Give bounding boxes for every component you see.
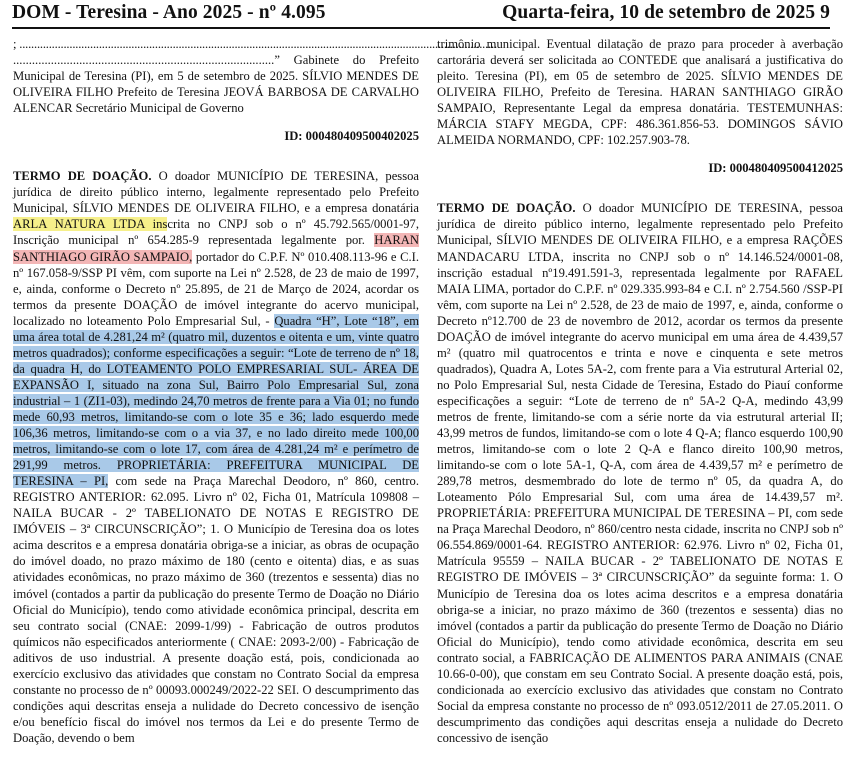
header-date-page: Quarta-feira, 10 de setembro de 2025 9 (502, 2, 830, 23)
document-id: ID: 000480409500402025 (284, 129, 419, 144)
document-id: ID: 000480409500412025 (708, 161, 843, 176)
termo-doacao-arla (13, 168, 419, 746)
page-header (12, 0, 830, 26)
header-publication: DOM - Teresina - Ano 2025 - nº 4.095 (12, 2, 326, 23)
highlight-lot-description: Quadra “H”, Lote “18”, em uma área total de 4.281,24 m² (quatro mil, duzentos e oitenta e um, vinte quatro metros quadrados); conforme especificações a seguir: “Lote de terreno de nº 18, da quadra H, do LOTEAMENTO POLO EMPRESARIAL SUL- ÁREA DE EXPANSÃO I, situado na zona Sul, Bairro Polo Empresarial Sul, zona industrial – 1 (ZI1-03), medindo 24,70 metros de frente para a Via 01; no fundo mede 60,93 metros, limitando-se com o lote 35 e 36; lado esquerdo mede 106,36 metros, limitando-se com o a via 37, e no lado direito mede 100,00 metros, limitando-se com o lote 17, com área de 4.281,24 m² e perímetro de 291,99 metros. PROPRIETÁRIA: PREFEITURA MUNICIPAL DE TERESINA – PI, (13, 313, 419, 489)
termo-text: O doador MUNICÍPIO DE TERESINA, pessoa jurídica de direito público interno, legalmente representado pelo Prefeito Municipal, SÍLVIO MENDES DE OLIVEIRA FILHO, e a empresa RAÇÕES MANDACARU LTDA, inscrita no CNPJ sob o nº 14.146.524/0001-08, inscrição estadual nº19.491.591-3, representada legalmente por RAFAEL MAIA LIMA, portador do C.P.F. nº 029.335.993-84 e C.I. nº 2.754.560 /SSP-PI vêm, com suporte na Lei nº 2.528, de 23 de maio de 1997, e, ainda, conforme o Decreto nº12.700 de 23 de novembro de 2012, acordar os termos da presente DOAÇÃO de imóvel integrante do acervo municipal em uma área de 4.439,57 m² (quatro mil quatrocentos e trinta e nove e cinquenta e sete metros quadrados), Quadra A, Lotes 5A-2, com frente para a Via estrutural Arterial 02, no Polo Empresarial Sul, nesta Cidade de Teresina, Estado do Piauí conforme especificações a seguir: “Lote de terreno de nº 5A-2 Q-A, medindo 43,99 metros de frente, limitando-se com a série norte da via estrutural arterial II; 43,99 metros de fundos, limitando-se com o lote 4 Q-A; flanco esquerdo 100,90 metros, limitando-se com o lote 2 Q-A e flanco direito 100,90 metros, limitando-se com o lote 5A-1, Q-A, com área de 4.439,57 m² e perímetro de 289,78 metros, desmembrado do lote de termo nº 05, da quadra A, do Loteamento Pólo Empresarial Sul, com uma área de 14.439,57 m². PROPRIETÁRIA: PREFEITURA MUNICIPAL DE TERESINA – PI, com sede na Praça Marechal Deodoro, nº 860/centro nesta cidade, inscrita no CNPJ sob nº 06.554.869/0001-64. REGISTRO ANTERIOR: 62.976. Livro nº 02, Ficha 01, Matrícula 95559 – NAILA BUCAR - 2º TABELIONATO DE NOTAS E REGISTRO DE IMÓVEIS – 3ª CIRCUNSCRIÇÃO” da seguinte forma: 1. O Município de Teresina doa os lotes acima descritos e a empresa donatária obriga-se a iniciar, no prazo máximo de 360 (trezentos e sessenta) dias no imóvel (contados a partir da publicação do presente Termo de Doação no Diário Oficial do Município), tendo como atividade econômica, descrita em seu contrato social, a FABRICAÇÃO DE ALIMENTOS PARA ANIMAIS (CNAE 10.66-0-00), que constam em seu Contrato Social. A presente doação está, pois, condicionada ao exercício exclusivo das atividades que constam no Contrato Social da empresa constante no processo de nº 093.0512/2011 de 27.05.2011. O descumprimento das condições aqui descritas enseja a nulidade do Decreto concessivo de isenção (437, 201, 843, 745)
highlight-company: ARLA NATURA LTDA ins (13, 217, 168, 232)
right-column (437, 36, 843, 746)
termo-text: portador do C.P.F. Nº 010.408.113-96 e C.I. nº 167.058-9/SSP PI vêm, com suporte na Lei nº 2.528, de 23 de maio de 1997, e, ainda, conforme o Decreto nº 25.895, de 21 de Março de 2024, acordar os termos da presente DOAÇÃO de imóvel integrante do acervo municipal, localizado no loteamento Polo Empresarial Sul, - (13, 249, 420, 328)
termo-title: TERMO DE DOAÇÃO. (13, 169, 152, 184)
highlight-representative: HARAN SANTHIAGO GIRÃO SAMPAIO, (13, 233, 419, 264)
termo-title: TERMO DE DOAÇÃO. (437, 201, 576, 216)
termo-text: crita no CNPJ sob o nº 45.792.565/0001-97, Inscrição municipal nº 654.285-9 representada legalmente por. (13, 217, 419, 248)
termo-text: com sede na Praça Marechal Deodoro, nº 860, centro. REGISTRO ANTERIOR: 62.095. Livro nº 02, Ficha 01, Matrícula 109808 – NAILA BUCAR - 2º TABELIONATO DE NOTAS E REGISTRO DE IMÓVEIS – 3ª CIRCUNSCRIÇÃO”; 1. O Município de Teresina doa os lotes acima descritos e a empresa donatária obriga-se a iniciar, as obras de ocupação do imóvel doado, no prazo máximo de 180 (cento e oitenta) dias, e as suas atividades econômicas, no prazo máximo de 360 (trezentos e sessenta) dias no imóvel (contados a partir da publicação do presente Termo de Doação no Diário Oficial do Município), tendo como atividade econômica principal, descrita em seu contrato social (CNAE: 2099-1/99) - Fabricação de outros produtos químicos não especificados anteriormente ( CNAE: 2093-2/00) - Fabricação de aditivos de uso industrial. A presente doação está, pois, condicionada ao exercício exclusivo das atividades que constam no Contrato Social da empresa constante no processo de nº 00093.000249/2022-22 SEI. O descumprimento das condições aqui descritas enseja a nulidade do Decreto concessivo de isenção e/ou benefício fiscal do imóvel nos termos da Lei e do presente Termo de Doação, devendo o bem (13, 474, 419, 745)
left-column (13, 36, 497, 746)
closing-text: trimônio municipal. Eventual dilatação de prazo para proceder à averbação cartorária deverá ser solicitada ao CONTEDE que analisará a justificativa do pleito. Teresina (PI), em 05 de setembro de 2025. SÍLVIO MENDES DE OLIVEIRA FILHO, Prefeito de Teresina. HARAN SANTHIAGO GIRÃO SAMPAIO, Representante Legal da empresa donatária. TESTEMUNHAS: MÁRCIA STAFY MEGDA, CPF: 486.361.856-53. DOMINGOS SÁVIO ALMEIDA NORMANDO, CPF: 102.257.903-78. (437, 37, 843, 148)
termo-doacao-racoes (437, 200, 843, 746)
dotted-line: ; .................................................................................................................................................................. (13, 37, 497, 51)
header-rule (12, 27, 830, 29)
gabinete-signature: ...................................................................................” Gabinete do Prefeito Municipal de Teresina (PI), em 5 de setembro de 2025. SÍLVIO MENDES DE OLIVEIRA FILHO Prefeito de Teresina JEOVÁ BARBOSA DE CARVALHO ALENCAR Secretário Municipal de Governo (13, 53, 419, 116)
termo-text: O doador MUNICÍPIO DE TERESINA, pessoa jurídica de direito público interno, legalmente representado pelo Prefeito Municipal, SÍLVIO MENDES DE OLIVEIRA FILHO, e a empresa donatária (13, 169, 419, 216)
